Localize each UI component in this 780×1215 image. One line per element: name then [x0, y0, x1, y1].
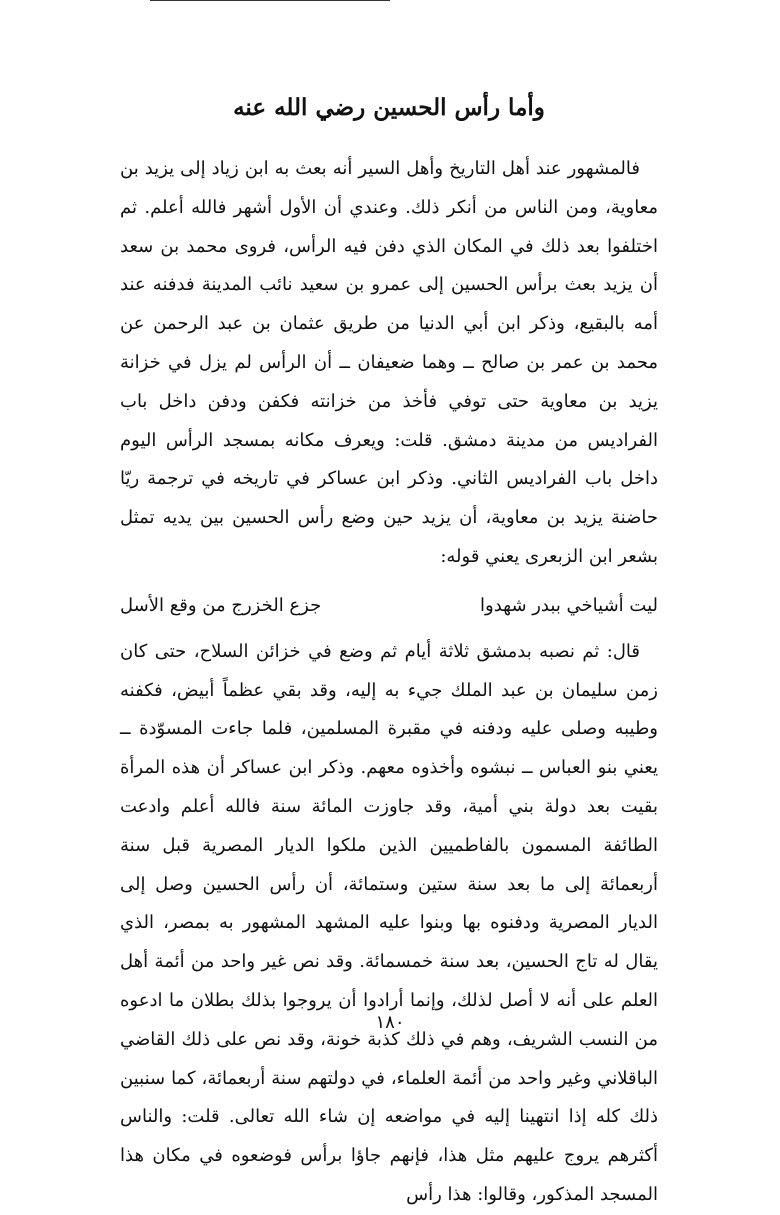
top-rule — [150, 0, 390, 1]
verse-first-hemistich: ليت أشياخي ببدر شهدوا — [480, 594, 658, 616]
page-number: ١٨٠ — [375, 1012, 405, 1033]
paragraph-1: فالمشهور عند أهل التاريخ وأهل السير أنه بعث به ابن زياد إلى يزيد بن معاوية، ومن الناس من أنكر ذلك. وعندي أن الأول أشهر فالله أعلم. ثم اختلفوا بعد ذلك في المكان الذي دفن فيه الرأس، فروى محمد بن سعد أن يزيد بعث برأس الحسين إلى عمرو بن سعيد نائب المدينة فدفنه عند أمه بالبقيع، وذكر ابن أبي الدنيا من طريق عثمان بن عبد الرحمن عن محمد بن عمر بن صالح ــ وهما ضعيفان ــ أن الرأس لم يزل في خزانة يزيد بن معاوية حتى توفي فأخذ من خزانته فكفن ودفن داخل باب الفراديس من مدينة دمشق. قلت: ويعرف مكانه بمسجد الرأس اليوم داخل باب الفراديس الثاني. وذكر ابن عساكر في تاريخه في ترجمة ريّا حاضنة يزيد بن معاوية، أن يزيد حين وضع رأس الحسين بين يديه تمثل بشعر ابن الزبعرى يعني قوله: — [120, 158, 658, 567]
verse-second-hemistich: جزع الخزرج من وقع الأسل — [120, 594, 322, 616]
page-title: وأما رأس الحسين رضي الله عنه — [233, 94, 545, 121]
paragraph-2: قال: ثم نصبه بدمشق ثلاثة أيام ثم وضع في خزائن السلاح، حتى كان زمن سليمان بن عبد الملك جيء به إليه، وقد بقي عظماً أبيض، فكفنه وطيبه وصلى عليه ودفنه في مقبرة المسلمين، فلما جاءت المسوّدة ــ يعني بنو العباس ــ نبشوه وأخذوه معهم. وذكر ابن عساكر أن هذه المرأة بقيت بعد دولة بني أمية، وقد جاوزت المائة سنة فالله أعلم وادعت الطائفة المسمون بالفاطميين الذين ملكوا الديار المصرية قبل سنة أربعمائة إلى ما بعد سنة ستين وستمائة، أن رأس الحسين وصل إلى الديار المصرية ودفنوه بها وبنوا عليه المشهد المشهور به بمصر، الذي يقال له تاج الحسين، بعد سنة خمسمائة. وقد نص غير واحد من أئمة أهل العلم على أنه لا أصل لذلك، وإنما أرادوا أن يروجوا بذلك بطلان ما ادعوه من النسب الشريف، وهم في ذلك كذبة خونة، وقد نص على ذلك القاضي الباقلاني وغير واحد من أئمة العلماء، في دولتهم سنة أربعمائة، كما سنبين ذلك كله إذا انتهينا إليه في مواضعه إن شاء الله تعالى. قلت: والناس أكثرهم يروج عليهم مثل هذا، فإنهم جاؤا برأس فوضعوه في مكان هذا المسجد المذكور، وقالوا: هذا رأس — [120, 640, 658, 1205]
poetry-verse — [120, 587, 658, 625]
page-body — [120, 88, 658, 1215]
